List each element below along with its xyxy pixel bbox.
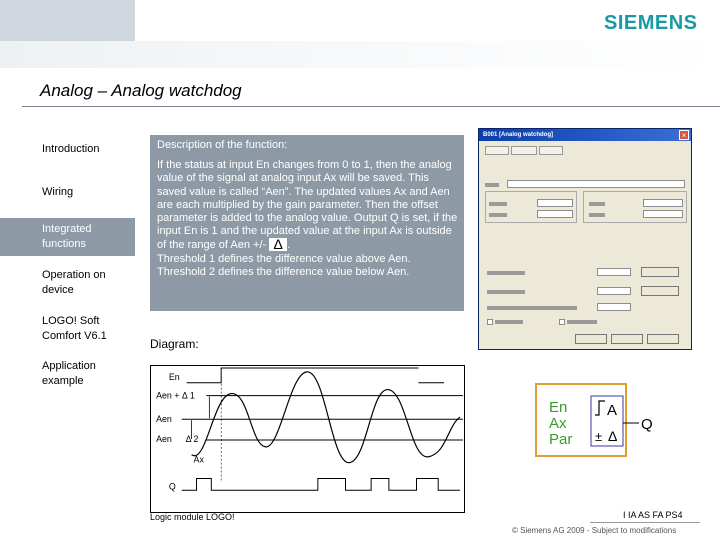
sidebar-item-label: Application example xyxy=(42,360,96,387)
signal-label-aen-plus: Aen + Δ 1 xyxy=(156,390,195,401)
dialog-sensor-select[interactable] xyxy=(507,180,685,188)
signal-label-ax: Ax xyxy=(193,454,204,465)
dialog-label-check1 xyxy=(495,320,523,324)
block-symbol-delta: Δ xyxy=(608,428,618,444)
dialog-label-max xyxy=(489,213,507,217)
sidebar-item-application-example[interactable] xyxy=(0,355,135,393)
threshold-1-text: Threshold 1 defines the difference value above Aen. xyxy=(157,252,411,265)
threshold-2-text: Threshold 2 defines the difference value below Aen. xyxy=(157,265,410,278)
sidebar-item-wiring[interactable] xyxy=(0,181,135,204)
signal-label-delta2: Δ 2 xyxy=(185,433,199,444)
watchdog-logic-block xyxy=(535,383,665,458)
signal-label-aen-minus: Aen xyxy=(156,433,172,444)
description-text: If the status at input En changes from 0 to 1, then the analog value of the signal at analog input Ax will be saved. This saved value is called “Aen”. The updated values Ax and Aen are each multiplied by the gain parameter. Then the offset parameter is added to the analog value. Output Q is set, if the input En is 1 and the updated value at the input Ax is outside of the range of Aen +/- xyxy=(157,159,458,252)
signal-ax-waveform xyxy=(192,372,460,463)
block-symbol-pm: ± xyxy=(595,429,603,444)
dialog-field-decimal[interactable] xyxy=(597,303,631,311)
dialog-tab-3[interactable] xyxy=(539,146,563,155)
signal-label-aen: Aen xyxy=(156,414,172,425)
dialog-label-gain xyxy=(589,202,605,206)
dialog-field-threshold2[interactable] xyxy=(597,287,631,295)
sidebar-item-operation-on-device[interactable] xyxy=(0,264,135,302)
block-symbol-a: A xyxy=(607,402,618,419)
sidebar-item-integrated-functions[interactable] xyxy=(0,218,135,256)
dialog-cancel-button[interactable] xyxy=(611,334,643,344)
dialog-field-offset[interactable] xyxy=(643,210,683,218)
timing-diagram xyxy=(150,365,465,513)
sidebar-item-label: LOGO! Soft Comfort V6.1 xyxy=(42,315,107,342)
sidebar-item-introduction[interactable] xyxy=(0,138,135,161)
block-output-q: Q xyxy=(641,416,653,433)
block-input-ax: Ax xyxy=(549,415,567,432)
dialog-close-icon[interactable]: × xyxy=(679,130,689,140)
block-input-par: Par xyxy=(549,431,573,448)
signal-label-en: En xyxy=(168,371,180,382)
description-text-end: . xyxy=(287,239,291,252)
dialog-ok-button[interactable] xyxy=(575,334,607,344)
sidebar-item-label: Operation on device xyxy=(42,269,106,296)
footer-divider xyxy=(590,522,700,523)
dialog-field-threshold1[interactable] xyxy=(597,268,631,276)
dialog-label-threshold1 xyxy=(487,271,525,275)
dialog-checkbox-1[interactable] xyxy=(487,319,493,325)
dialog-reference-button-1[interactable] xyxy=(641,267,679,277)
dialog-group-parameters xyxy=(583,191,687,223)
dialog-help-button[interactable] xyxy=(647,334,679,344)
dialog-reference-button-2[interactable] xyxy=(641,286,679,296)
sidebar-item-label: Introduction xyxy=(42,143,100,155)
dialog-title: B001 [Analog watchdog] xyxy=(483,132,554,138)
siemens-logo: SIEMENS xyxy=(604,12,698,34)
footer-caption: Logic module LOGO! xyxy=(150,512,235,522)
delta-symbol: Δ xyxy=(269,238,287,251)
dialog-tab-2[interactable] xyxy=(511,146,537,155)
dialog-titlebar xyxy=(479,129,691,141)
description-heading: Description of the function: xyxy=(157,139,288,151)
page-title: Analog – Analog watchdog xyxy=(40,81,242,100)
footer-reference: I IA AS FA PS4 xyxy=(623,510,683,520)
dialog-field-gain[interactable] xyxy=(643,199,683,207)
description-body xyxy=(157,159,458,252)
dialog-field-max[interactable] xyxy=(537,210,573,218)
dialog-label-decimal xyxy=(487,306,577,310)
analog-watchdog-dialog xyxy=(478,128,692,350)
dialog-label-sensor xyxy=(485,183,499,187)
footer-copyright: © Siemens AG 2009 - Subject to modifications xyxy=(512,526,677,535)
sidebar-item-logo-soft-comfort[interactable] xyxy=(0,310,135,348)
dialog-tab-1[interactable] xyxy=(485,146,509,155)
block-input-en: En xyxy=(549,399,568,416)
dialog-label-threshold2 xyxy=(487,290,525,294)
description-box xyxy=(150,135,464,311)
dialog-field-min[interactable] xyxy=(537,199,573,207)
dialog-label-offset xyxy=(589,213,605,217)
dialog-group-measuring-range xyxy=(485,191,577,223)
dialog-label-check2 xyxy=(567,320,597,324)
header-band xyxy=(0,41,720,68)
sidebar-item-label: Integrated functions xyxy=(42,223,92,250)
signal-q-line xyxy=(182,478,460,490)
title-divider xyxy=(22,106,720,107)
dialog-checkbox-2[interactable] xyxy=(559,319,565,325)
sidebar-item-label: Wiring xyxy=(42,186,74,198)
diagram-label: Diagram: xyxy=(150,337,199,351)
dialog-label-min xyxy=(489,202,507,206)
signal-label-q: Q xyxy=(168,481,176,492)
